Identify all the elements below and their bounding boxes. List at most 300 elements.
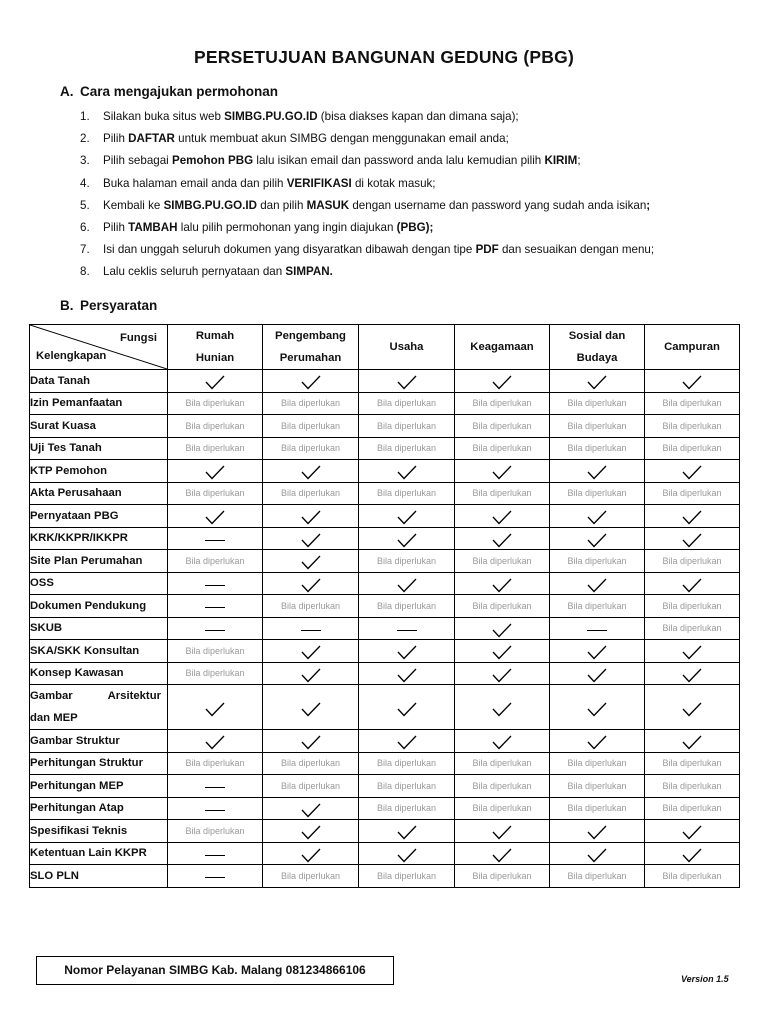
required-cell xyxy=(168,505,263,528)
optional-cell: Bila diperlukan xyxy=(168,662,263,685)
row-label: Data Tanah xyxy=(30,370,168,393)
row-label: Dokumen Pendukung xyxy=(30,595,168,618)
column-header-line: Keagamaan xyxy=(470,341,534,353)
required-cell xyxy=(263,640,359,663)
column-header-line: Campuran xyxy=(664,341,720,353)
dash-icon xyxy=(587,630,607,631)
not-required-cell xyxy=(168,595,263,618)
table-row xyxy=(30,640,740,663)
step-keyword: PDF xyxy=(475,243,499,257)
check-icon xyxy=(587,702,607,717)
row-label: Gambar Struktur xyxy=(30,730,168,753)
optional-cell: Bila diperlukan xyxy=(168,550,263,573)
table-row xyxy=(30,482,740,505)
optional-cell: Bila diperlukan xyxy=(168,415,263,438)
check-icon xyxy=(397,578,417,593)
optional-cell: Bila diperlukan xyxy=(359,482,455,505)
dash-icon xyxy=(205,585,225,586)
required-cell xyxy=(359,572,455,595)
column-header-line: Perumahan xyxy=(279,352,342,364)
check-icon xyxy=(587,735,607,750)
required-cell xyxy=(455,640,550,663)
step-item xyxy=(80,239,740,261)
section-b-heading xyxy=(60,298,157,313)
step-item xyxy=(80,261,740,283)
check-icon xyxy=(301,803,321,818)
optional-cell: Bila diperlukan xyxy=(359,437,455,460)
optional-cell: Bila diperlukan xyxy=(550,482,645,505)
optional-cell: Bila diperlukan xyxy=(359,752,455,775)
required-cell xyxy=(455,370,550,393)
step-text: dan pilih xyxy=(256,198,307,212)
required-cell xyxy=(359,730,455,753)
column-header xyxy=(359,325,455,370)
step-text: (bisa diakses kapan dan dimana saja); xyxy=(317,110,519,123)
check-icon xyxy=(587,375,607,390)
check-icon xyxy=(682,735,702,750)
required-cell xyxy=(455,685,550,730)
required-cell xyxy=(645,640,740,663)
check-icon xyxy=(682,702,702,717)
header-corner-cell xyxy=(30,325,168,370)
required-cell xyxy=(550,820,645,843)
not-required-cell xyxy=(168,797,263,820)
optional-cell: Bila diperlukan xyxy=(455,595,550,618)
check-icon xyxy=(587,465,607,480)
required-cell xyxy=(455,662,550,685)
required-cell xyxy=(359,640,455,663)
check-icon xyxy=(682,578,702,593)
required-cell xyxy=(455,820,550,843)
step-number: 5. xyxy=(80,198,90,212)
not-required-cell xyxy=(168,572,263,595)
step-text: dan sesuaikan dengan menu; xyxy=(498,243,655,257)
dash-icon xyxy=(397,630,417,631)
required-cell xyxy=(455,527,550,550)
section-a-title: Cara mengajukan permohonan xyxy=(80,84,279,99)
optional-cell: Bila diperlukan xyxy=(550,437,645,460)
step-text: dengan username dan password yang sudah anda isikan xyxy=(349,198,647,212)
row-label: Perhitungan MEP xyxy=(30,775,168,798)
required-cell xyxy=(645,505,740,528)
optional-cell: Bila diperlukan xyxy=(359,595,455,618)
required-cell xyxy=(550,730,645,753)
step-number: 3. xyxy=(80,154,90,168)
step-number: 7. xyxy=(80,243,90,257)
column-header-line: Sosial dan xyxy=(568,330,626,342)
check-icon xyxy=(397,702,417,717)
optional-cell: Bila diperlukan xyxy=(168,482,263,505)
optional-cell: Bila diperlukan xyxy=(645,550,740,573)
required-cell xyxy=(359,842,455,865)
column-header-line: Budaya xyxy=(576,352,618,364)
not-required-cell xyxy=(168,617,263,640)
dash-icon xyxy=(205,607,225,608)
required-cell xyxy=(550,640,645,663)
table-row xyxy=(30,797,740,820)
column-header-line: Usaha xyxy=(389,341,424,353)
table-row xyxy=(30,752,740,775)
required-cell xyxy=(263,685,359,730)
table-row xyxy=(30,730,740,753)
step-text: untuk membuat akun SIMBG dengan menggunakan email anda; xyxy=(174,132,509,146)
step-keyword: ; xyxy=(646,198,651,212)
row-label: Perhitungan Struktur xyxy=(30,752,168,775)
optional-cell: Bila diperlukan xyxy=(359,797,455,820)
required-cell xyxy=(645,460,740,483)
optional-cell: Bila diperlukan xyxy=(263,415,359,438)
check-icon xyxy=(397,465,417,480)
table-row xyxy=(30,527,740,550)
check-icon xyxy=(492,533,512,548)
check-icon xyxy=(587,668,607,683)
required-cell xyxy=(263,550,359,573)
row-label: Konsep Kawasan xyxy=(30,662,168,685)
step-item xyxy=(80,173,740,195)
table-row xyxy=(30,370,740,393)
required-cell xyxy=(359,505,455,528)
table-row xyxy=(30,685,740,730)
table-row xyxy=(30,617,740,640)
not-required-cell xyxy=(168,865,263,888)
optional-cell: Bila diperlukan xyxy=(359,550,455,573)
check-icon xyxy=(682,465,702,480)
step-item xyxy=(80,128,740,150)
optional-cell: Bila diperlukan xyxy=(168,820,263,843)
step-text: Silakan buka situs web xyxy=(103,110,225,123)
service-number-box: Nomor Pelayanan SIMBG Kab. Malang 081234866106 xyxy=(36,956,394,985)
optional-cell: Bila diperlukan xyxy=(645,392,740,415)
optional-cell: Bila diperlukan xyxy=(455,437,550,460)
column-header-line: Pengembang xyxy=(275,330,346,342)
step-keyword: Pemohon PBG xyxy=(171,154,254,168)
optional-cell: Bila diperlukan xyxy=(359,415,455,438)
check-icon xyxy=(301,668,321,683)
optional-cell: Bila diperlukan xyxy=(455,797,550,820)
step-keyword: DAFTAR xyxy=(128,132,175,146)
optional-cell: Bila diperlukan xyxy=(263,752,359,775)
required-cell xyxy=(263,370,359,393)
required-cell xyxy=(455,617,550,640)
optional-cell: Bila diperlukan xyxy=(168,392,263,415)
step-text: Isi dan unggah seluruh dokumen yang disyaratkan dibawah dengan tipe xyxy=(103,243,476,257)
check-icon xyxy=(397,735,417,750)
required-cell xyxy=(263,842,359,865)
required-cell xyxy=(359,662,455,685)
check-icon xyxy=(301,555,321,570)
required-cell xyxy=(550,842,645,865)
step-text: Pilih xyxy=(103,132,129,146)
row-label: SKUB xyxy=(30,617,168,640)
required-cell xyxy=(645,820,740,843)
optional-cell: Bila diperlukan xyxy=(455,865,550,888)
row-label-line: dan MEP xyxy=(30,712,78,724)
step-keyword: TAMBAH xyxy=(128,220,178,234)
dash-icon xyxy=(205,810,225,811)
step-text: Kembali ke xyxy=(103,198,164,212)
table-row xyxy=(30,820,740,843)
required-cell xyxy=(263,662,359,685)
table-row xyxy=(30,505,740,528)
row-label: Uji Tes Tanah xyxy=(30,437,168,460)
optional-cell: Bila diperlukan xyxy=(550,865,645,888)
check-icon xyxy=(682,668,702,683)
required-cell xyxy=(645,662,740,685)
not-required-cell xyxy=(168,527,263,550)
required-cell xyxy=(550,662,645,685)
check-icon xyxy=(587,533,607,548)
section-a-letter: A. xyxy=(60,84,74,99)
row-label: KRK/KKPR/IKKPR xyxy=(30,527,168,550)
check-icon xyxy=(587,578,607,593)
step-text: lalu pilih permohonan yang ingin diajukan xyxy=(177,220,397,234)
optional-cell: Bila diperlukan xyxy=(455,775,550,798)
table-header-row xyxy=(30,325,740,370)
step-text: Pilih xyxy=(103,220,129,234)
check-icon xyxy=(587,510,607,525)
not-required-cell xyxy=(168,775,263,798)
check-icon xyxy=(205,735,225,750)
required-cell xyxy=(359,685,455,730)
section-b-title: Persyaratan xyxy=(80,298,158,313)
required-cell xyxy=(645,572,740,595)
optional-cell: Bila diperlukan xyxy=(550,775,645,798)
check-icon xyxy=(301,510,321,525)
column-header xyxy=(455,325,550,370)
check-icon xyxy=(397,645,417,660)
check-icon xyxy=(205,510,225,525)
optional-cell: Bila diperlukan xyxy=(645,415,740,438)
check-icon xyxy=(492,510,512,525)
check-icon xyxy=(397,848,417,863)
optional-cell: Bila diperlukan xyxy=(645,595,740,618)
column-header-line: Hunian xyxy=(195,352,235,364)
check-icon xyxy=(492,668,512,683)
check-icon xyxy=(301,375,321,390)
step-keyword: (PBG); xyxy=(396,220,434,234)
step-keyword: SIMBG.PU.GO.ID xyxy=(163,198,257,212)
table-row xyxy=(30,865,740,888)
check-icon xyxy=(682,825,702,840)
check-icon xyxy=(492,848,512,863)
required-cell xyxy=(645,527,740,550)
optional-cell: Bila diperlukan xyxy=(550,415,645,438)
dash-icon xyxy=(301,630,321,631)
optional-cell: Bila diperlukan xyxy=(455,415,550,438)
required-cell xyxy=(168,730,263,753)
optional-cell: Bila diperlukan xyxy=(645,865,740,888)
check-icon xyxy=(587,848,607,863)
step-number: 8. xyxy=(80,265,90,279)
required-cell xyxy=(550,460,645,483)
table-row xyxy=(30,460,740,483)
optional-cell: Bila diperlukan xyxy=(359,775,455,798)
optional-cell: Bila diperlukan xyxy=(645,437,740,460)
not-required-cell xyxy=(550,617,645,640)
optional-cell: Bila diperlukan xyxy=(645,482,740,505)
check-icon xyxy=(492,375,512,390)
step-text: lalu isikan email dan password anda lalu kemudian pilih xyxy=(253,154,545,168)
check-icon xyxy=(301,848,321,863)
table-row xyxy=(30,842,740,865)
not-required-cell xyxy=(359,617,455,640)
not-required-cell xyxy=(168,842,263,865)
optional-cell: Bila diperlukan xyxy=(263,595,359,618)
row-label: OSS xyxy=(30,572,168,595)
step-keyword: MASUK xyxy=(306,198,350,212)
step-item xyxy=(80,195,740,217)
optional-cell: Bila diperlukan xyxy=(645,617,740,640)
required-cell xyxy=(645,685,740,730)
required-cell xyxy=(645,730,740,753)
corner-label-fungsi: Fungsi xyxy=(119,332,157,344)
corner-label-kelengkapan: Kelengkapan xyxy=(36,350,107,362)
requirements-table xyxy=(29,324,740,888)
optional-cell: Bila diperlukan xyxy=(550,550,645,573)
required-cell xyxy=(263,505,359,528)
check-icon xyxy=(397,375,417,390)
check-icon xyxy=(205,702,225,717)
optional-cell: Bila diperlukan xyxy=(455,392,550,415)
optional-cell: Bila diperlukan xyxy=(168,752,263,775)
row-label: Spesifikasi Teknis xyxy=(30,820,168,843)
required-cell xyxy=(550,572,645,595)
row-label: Surat Kuasa xyxy=(30,415,168,438)
required-cell xyxy=(550,685,645,730)
check-icon xyxy=(492,702,512,717)
check-icon xyxy=(682,375,702,390)
instruction-steps xyxy=(80,106,740,284)
optional-cell: Bila diperlukan xyxy=(168,437,263,460)
column-header xyxy=(263,325,359,370)
required-cell xyxy=(455,505,550,528)
row-label: Site Plan Perumahan xyxy=(30,550,168,573)
step-item xyxy=(80,150,740,172)
table-row xyxy=(30,572,740,595)
row-label xyxy=(30,685,168,730)
step-number: 2. xyxy=(80,132,90,146)
optional-cell: Bila diperlukan xyxy=(550,392,645,415)
step-number: 4. xyxy=(80,176,90,190)
required-cell xyxy=(455,842,550,865)
check-icon xyxy=(682,848,702,863)
check-icon xyxy=(492,623,512,638)
required-cell xyxy=(168,460,263,483)
step-number: 6. xyxy=(80,220,90,234)
required-cell xyxy=(645,370,740,393)
optional-cell: Bila diperlukan xyxy=(263,775,359,798)
check-icon xyxy=(492,735,512,750)
step-keyword: SIMPAN. xyxy=(285,265,333,279)
check-icon xyxy=(492,578,512,593)
check-icon xyxy=(301,645,321,660)
optional-cell: Bila diperlukan xyxy=(168,640,263,663)
check-icon xyxy=(397,668,417,683)
check-icon xyxy=(587,645,607,660)
step-text: Lalu ceklis seluruh pernyataan dan xyxy=(103,265,286,279)
check-icon xyxy=(682,533,702,548)
page-title: PERSETUJUAN BANGUNAN GEDUNG (PBG) xyxy=(194,47,574,67)
check-icon xyxy=(301,825,321,840)
required-cell xyxy=(168,370,263,393)
check-icon xyxy=(492,645,512,660)
optional-cell: Bila diperlukan xyxy=(359,865,455,888)
table-row xyxy=(30,662,740,685)
table-row xyxy=(30,437,740,460)
check-icon xyxy=(397,533,417,548)
step-keyword: VERIFIKASI xyxy=(286,176,352,190)
row-label: Pernyataan PBG xyxy=(30,505,168,528)
check-icon xyxy=(492,825,512,840)
not-required-cell xyxy=(263,617,359,640)
column-header xyxy=(550,325,645,370)
required-cell xyxy=(455,460,550,483)
optional-cell: Bila diperlukan xyxy=(550,797,645,820)
optional-cell: Bila diperlukan xyxy=(550,752,645,775)
optional-cell: Bila diperlukan xyxy=(359,392,455,415)
step-item xyxy=(80,106,740,128)
required-cell xyxy=(455,572,550,595)
check-icon xyxy=(587,825,607,840)
table-row xyxy=(30,595,740,618)
table-row xyxy=(30,550,740,573)
required-cell xyxy=(359,527,455,550)
row-label: Ketentuan Lain KKPR xyxy=(30,842,168,865)
step-text: di kotak masuk; xyxy=(351,176,436,190)
optional-cell: Bila diperlukan xyxy=(263,392,359,415)
required-cell xyxy=(550,505,645,528)
check-icon xyxy=(205,465,225,480)
check-icon xyxy=(301,465,321,480)
row-label: KTP Pemohon xyxy=(30,460,168,483)
required-cell xyxy=(359,820,455,843)
table-row xyxy=(30,775,740,798)
required-cell xyxy=(550,527,645,550)
optional-cell: Bila diperlukan xyxy=(645,775,740,798)
required-cell xyxy=(263,820,359,843)
optional-cell: Bila diperlukan xyxy=(263,437,359,460)
section-b-letter: B. xyxy=(60,298,74,313)
dash-icon xyxy=(205,540,225,541)
required-cell xyxy=(645,842,740,865)
check-icon xyxy=(301,578,321,593)
dash-icon xyxy=(205,855,225,856)
version-label: Version 1.5 xyxy=(681,974,729,984)
column-header xyxy=(168,325,263,370)
check-icon xyxy=(682,510,702,525)
required-cell xyxy=(168,685,263,730)
required-cell xyxy=(455,730,550,753)
step-item xyxy=(80,217,740,239)
step-keyword: SIMBG.PU.GO.ID xyxy=(224,110,318,123)
table-row xyxy=(30,415,740,438)
check-icon xyxy=(205,375,225,390)
required-cell xyxy=(263,730,359,753)
check-icon xyxy=(301,533,321,548)
step-number: 1. xyxy=(80,110,90,123)
optional-cell: Bila diperlukan xyxy=(645,752,740,775)
optional-cell: Bila diperlukan xyxy=(455,752,550,775)
optional-cell: Bila diperlukan xyxy=(263,865,359,888)
check-icon xyxy=(301,702,321,717)
required-cell xyxy=(550,370,645,393)
required-cell xyxy=(359,460,455,483)
row-label: Akta Perusahaan xyxy=(30,482,168,505)
section-a-heading xyxy=(60,84,278,99)
row-label: Izin Pemanfaatan xyxy=(30,392,168,415)
optional-cell: Bila diperlukan xyxy=(263,482,359,505)
step-text: Buka halaman email anda dan pilih xyxy=(103,176,287,190)
